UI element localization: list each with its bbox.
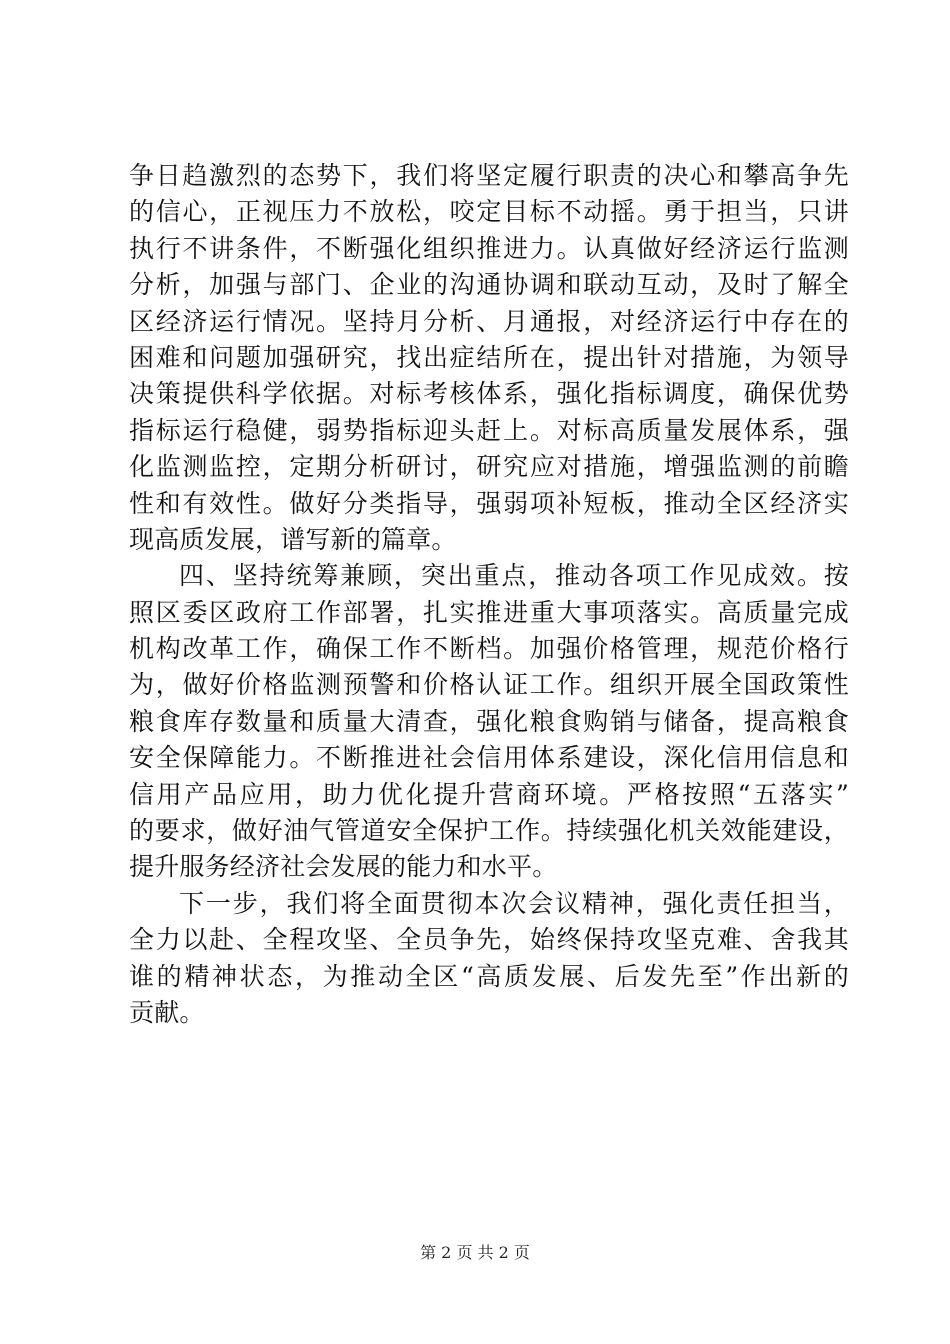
text-line: 全力以赴、全程攻坚、全员争先，始终保持攻坚克难、舍我其 bbox=[129, 925, 849, 955]
paragraph bbox=[129, 558, 849, 886]
page-number-footer: 第 2 页 共 2 页 bbox=[420, 1243, 530, 1262]
text-line: 提升服务经济社会发展的能力和水平。 bbox=[129, 852, 558, 882]
text-line: 决策提供科学依据。对标考核体系，强化指标调度，确保优势 bbox=[129, 379, 849, 409]
text-line: 现高质发展，谱写新的篇章。 bbox=[129, 524, 457, 554]
document-body bbox=[129, 158, 849, 1031]
paragraph bbox=[129, 158, 849, 558]
text-line: 信用产品应用，助力优化提升营商环境。严格按照“五落实” bbox=[129, 779, 849, 809]
text-line: 照区委区政府工作部署，扎实推进重大事项落实。高质量完成 bbox=[129, 597, 849, 627]
text-line: 区经济运行情况。坚持月分析、月通报，对经济运行中存在的 bbox=[129, 306, 849, 336]
text-line: 安全保障能力。不断推进社会信用体系建设，深化信用信息和 bbox=[129, 743, 849, 773]
text-line: 困难和问题加强研究，找出症结所在，提出针对措施，为领导 bbox=[129, 342, 849, 372]
text-line: 谁的精神状态，为推动全区“高质发展、后发先至”作出新的 bbox=[129, 961, 849, 991]
text-line: 贡献。 bbox=[129, 997, 205, 1027]
text-line: 性和有效性。做好分类指导，强弱项补短板，推动全区经济实 bbox=[129, 488, 849, 518]
text-line: 四、坚持统筹兼顾，突出重点，推动各项工作见成效。按 bbox=[179, 561, 849, 591]
text-line: 的信心，正视压力不放松，咬定目标不动摇。勇于担当，只讲 bbox=[129, 197, 849, 227]
text-line: 的要求，做好油气管道安全保护工作。持续强化机关效能建设， bbox=[129, 816, 849, 846]
text-line: 粮食库存数量和质量大清查，强化粮食购销与储备，提高粮食 bbox=[129, 706, 849, 736]
paragraph bbox=[129, 886, 849, 1032]
text-line: 下一步，我们将全面贯彻本次会议精神，强化责任担当， bbox=[179, 888, 849, 918]
text-line: 分析，加强与部门、企业的沟通协调和联动互动，及时了解全 bbox=[129, 270, 849, 300]
text-line: 化监测监控，定期分析研讨，研究应对措施，增强监测的前瞻 bbox=[129, 452, 849, 482]
text-line: 指标运行稳健，弱势指标迎头赶上。对标高质量发展体系，强 bbox=[129, 415, 849, 445]
text-line: 争日趋激烈的态势下，我们将坚定履行职责的决心和攀高争先 bbox=[129, 161, 849, 190]
text-line: 为，做好价格监测预警和价格认证工作。组织开展全国政策性 bbox=[129, 670, 849, 700]
text-line: 机构改革工作，确保工作不断档。加强价格管理，规范价格行 bbox=[129, 634, 849, 664]
text-line: 执行不讲条件，不断强化组织推进力。认真做好经济运行监测 bbox=[129, 233, 849, 263]
